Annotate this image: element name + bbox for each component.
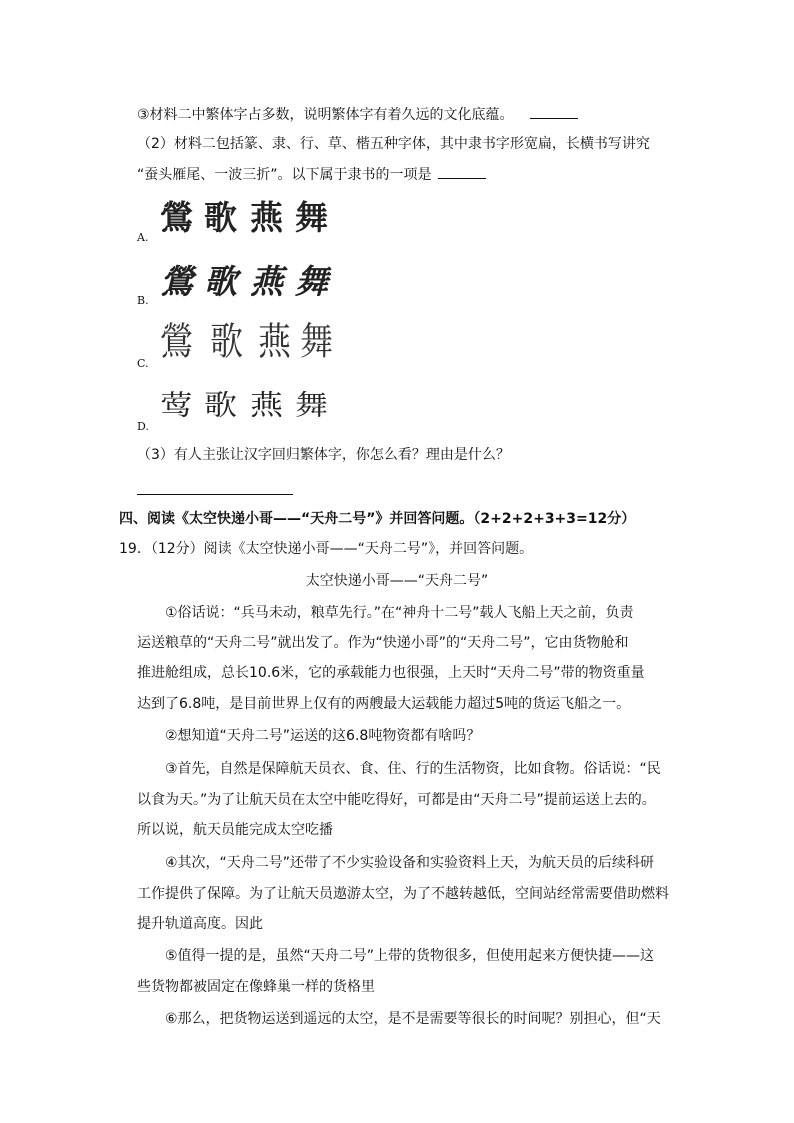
calligraphy-char: 鶯 [160, 262, 193, 301]
article-line: ③首先，自然是保障航天员衣、食、住、行的生活物资，比如食物。俗话说：“民 [165, 761, 661, 777]
q2-line1: （2）材料二包括篆、隶、行、草、楷五种字体，其中隶书字形宽扁，长横书写讲究 [137, 136, 650, 152]
calligraphy-char: 舞 [295, 198, 328, 237]
article-line: 些货物都被固定在像蜂巢一样的货格里 [137, 979, 375, 995]
calligraphy-char: 歌 [204, 198, 237, 237]
q2-line2 [137, 164, 486, 185]
calligraphy-char: 燕 [250, 198, 283, 237]
calligraphy-char: 歌 [204, 388, 237, 422]
calligraphy-char: 燕 [250, 262, 283, 301]
section4-heading: 四、阅读《太空快递小哥——“天舟二号”》并回答问题。（2+2+2+3+3=12分） [119, 511, 636, 527]
calligraphy-char: 舞 [295, 388, 328, 422]
option-b-letter: B. [137, 294, 149, 307]
calligraphy-char: 燕 [258, 319, 291, 364]
article-line: 工作提供了保障。为了让航天员遨游太空，为了不越转越低，空间站经常需要借助燃料 [137, 886, 669, 902]
q2-line2-text: “蚕头雁尾、一波三折”。以下属于隶书的一项是 [137, 167, 432, 183]
option-a-calligraphy [160, 198, 340, 242]
option-c-letter: C. [137, 357, 149, 370]
calligraphy-char: 燕 [250, 388, 283, 422]
article-line: ⑤值得一提的是，虽然“天舟二号”上带的货物很多，但使用起来方便快捷——这 [165, 948, 655, 964]
option-a-letter: A. [137, 231, 149, 244]
answer-blank[interactable] [438, 164, 486, 179]
q3: （3）有人主张让汉字回归繁体字，你怎么看？理由是什么？ [137, 447, 510, 463]
article-line: 以食为天。”为了让航天员在太空中能吃得好，可都是由“天舟二号”提前运送上去的。 [137, 792, 656, 808]
q1-item3 [137, 104, 578, 125]
calligraphy-char: 莺 [160, 388, 193, 422]
article-title: 太空快递小哥——“天舟二号” [305, 573, 489, 589]
option-c-calligraphy [160, 319, 340, 366]
q19-intro: 19．（12分）阅读《太空快递小哥——“天舟二号”》，并回答问题。 [119, 541, 534, 557]
calligraphy-char: 歌 [204, 262, 237, 301]
option-d-letter: D. [137, 420, 149, 433]
article-line: 达到了6.8吨，是目前世界上仅有的两艘最大运载能力超过5吨的货运飞船之一。 [137, 696, 631, 712]
calligraphy-char: 鶯 [160, 319, 193, 364]
q1-item3-text: ③材料二中繁体字占多数，说明繁体字有着久远的文化底蕴。 [137, 107, 514, 123]
answer-blank[interactable] [530, 104, 578, 119]
article-line: ⑥那么，把货物运送到遥远的太空，是不是需要等很长的时间呢？别担心，但“天 [165, 1011, 661, 1027]
article-line: 运送粮草的“天舟二号”就出发了。作为“快递小哥”的“天舟二号”，它由货物舱和 [137, 635, 629, 651]
calligraphy-char: 鶯 [160, 198, 193, 237]
answer-line[interactable] [137, 494, 293, 495]
option-d-calligraphy [160, 385, 340, 429]
article-line: 推进舱组成，总长10.6米，它的承载能力也很强，上天时“天舟二号”带的物资重量 [137, 665, 645, 681]
article-line: ②想知道“天舟二号”运送的这6.8吨物资都有啥吗？ [165, 728, 481, 744]
option-b-calligraphy [160, 262, 340, 306]
calligraphy-char: 舞 [295, 262, 328, 301]
article-line: ①俗话说：“兵马未动，粮草先行。”在“神舟十二号”载人飞船上天之前，负责 [165, 605, 634, 621]
article-line: 提升轨道高度。因此 [137, 916, 263, 932]
article-line: ④其次，“天舟二号”还带了不少实验设备和实验资料上天，为航天员的后续科研 [165, 855, 655, 871]
calligraphy-char: 歌 [210, 319, 243, 364]
calligraphy-char: 舞 [300, 319, 333, 364]
article-line: 所以说，航天员能完成太空吃播 [137, 822, 333, 838]
